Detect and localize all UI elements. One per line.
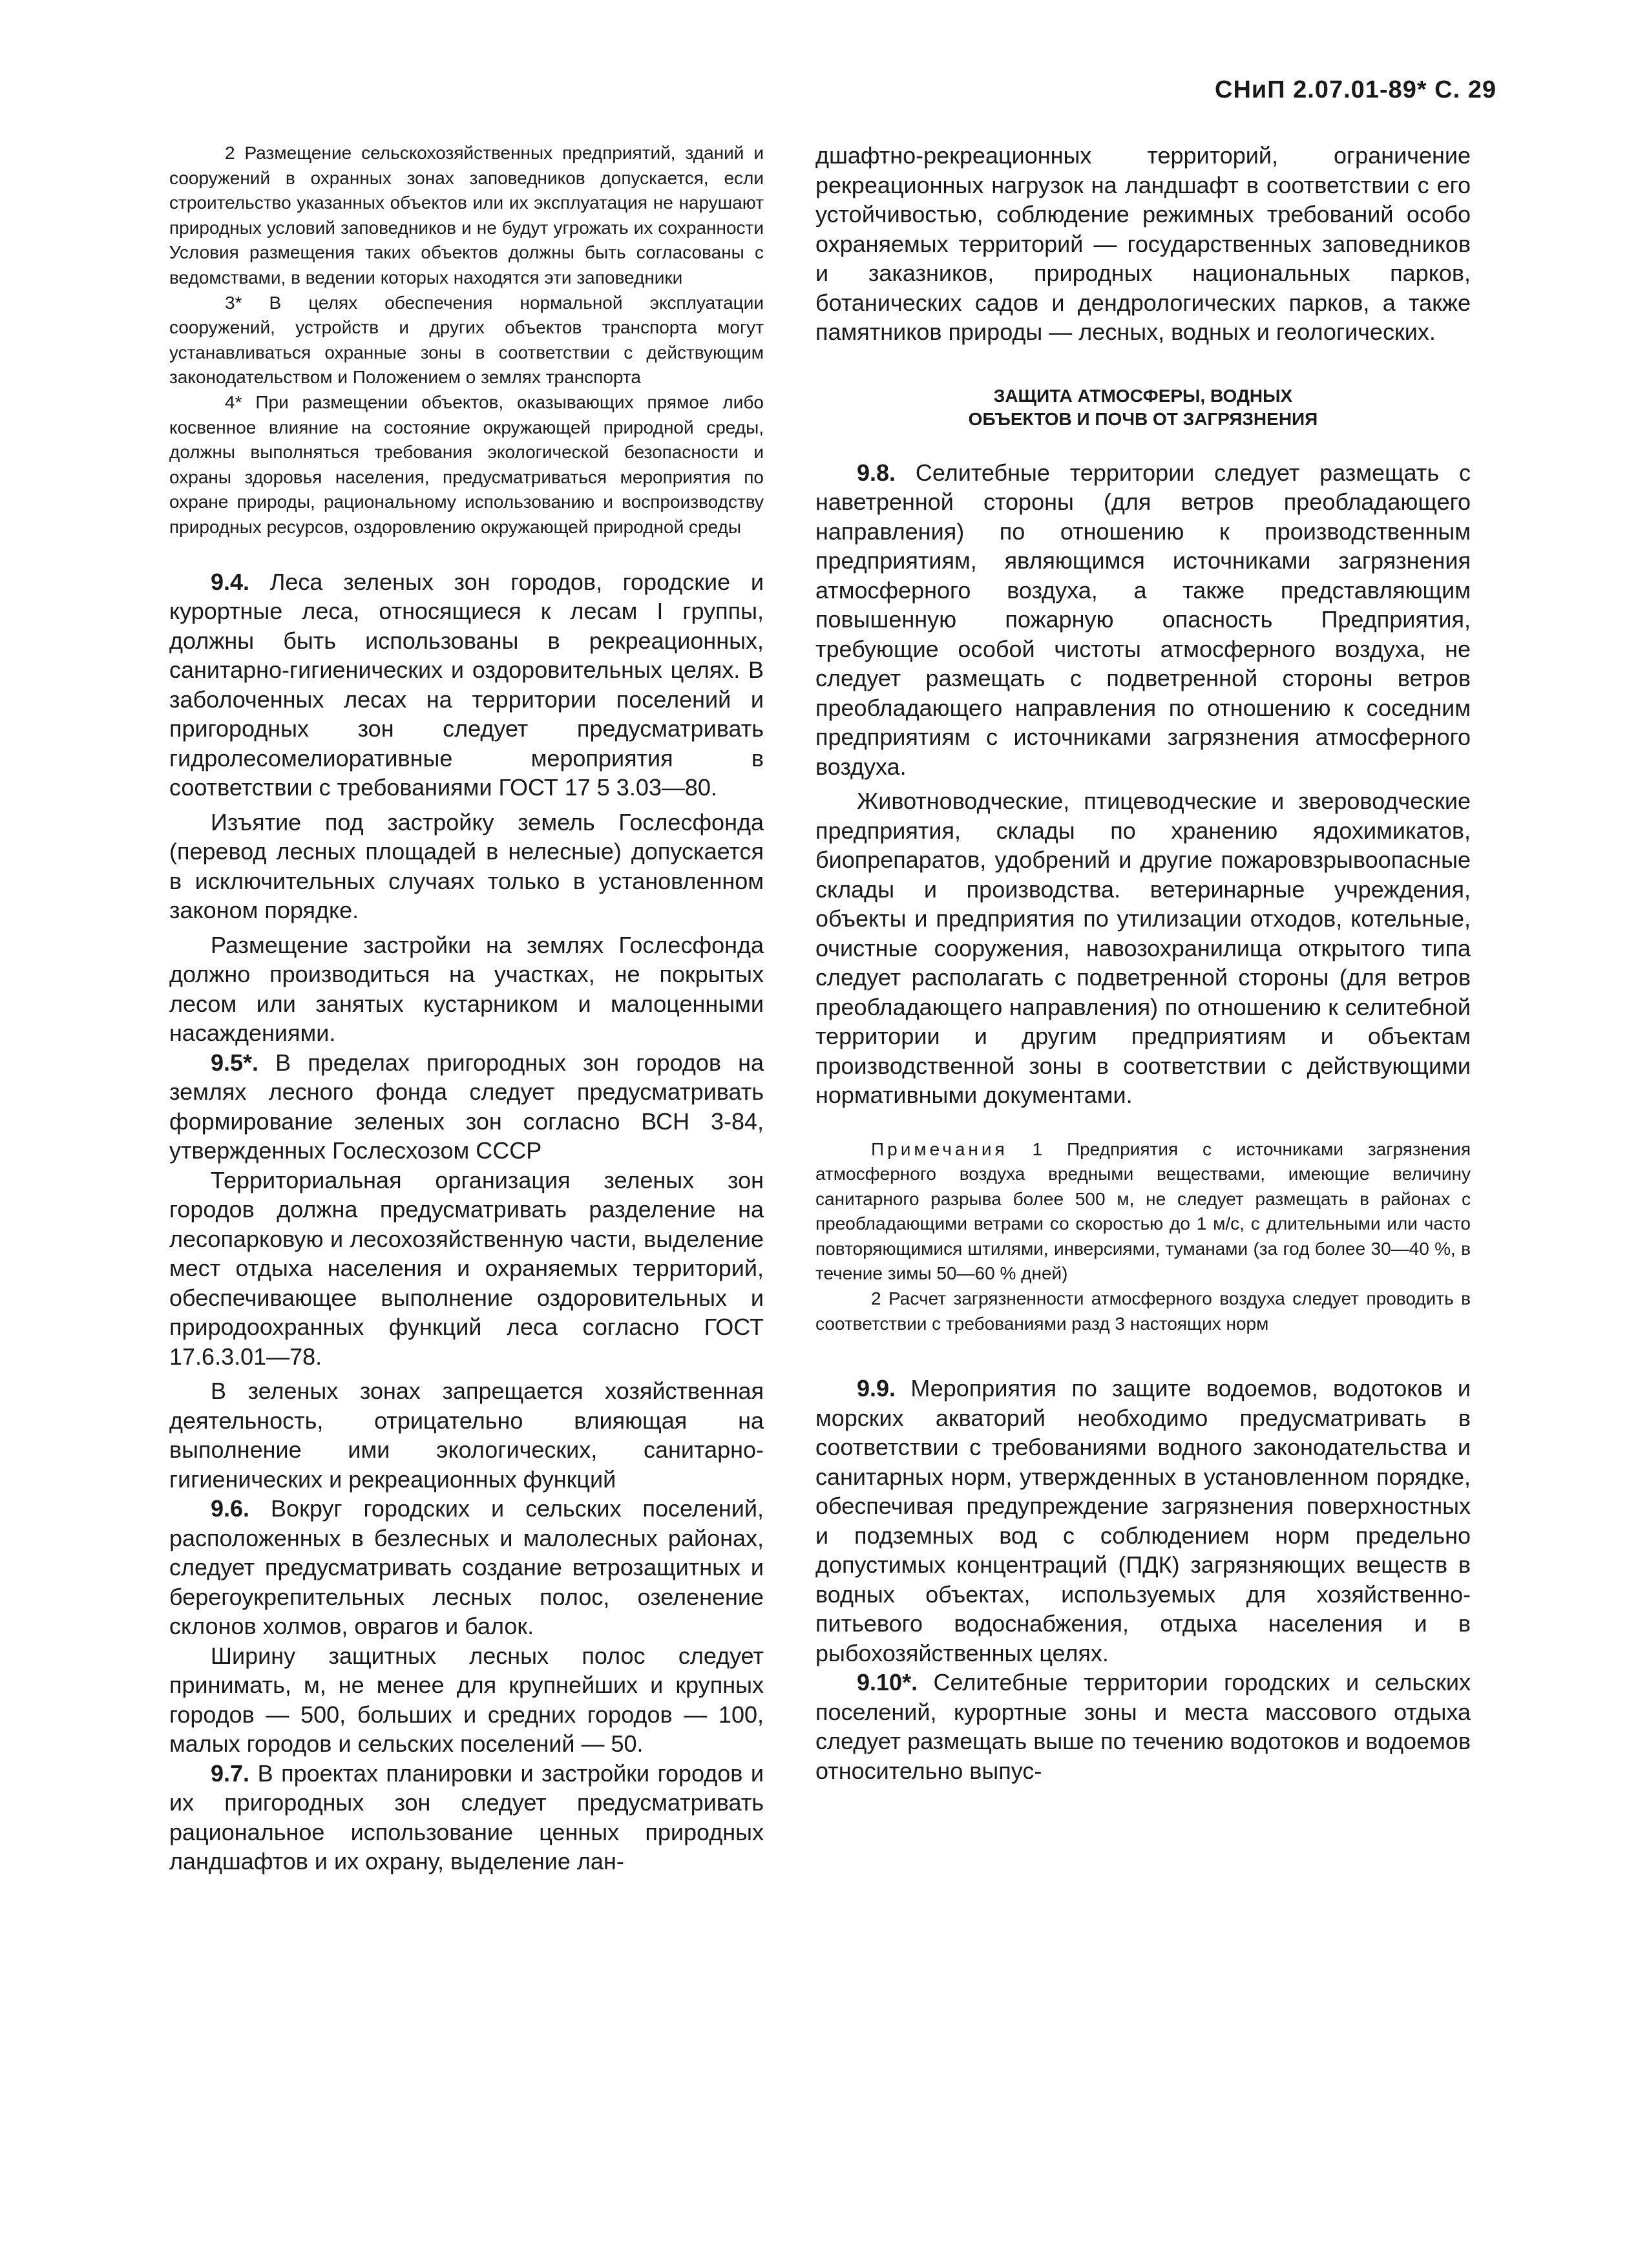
clause-text: Мероприятия по защите водоемов, водотоков и морских акваторий необходимо предусматривать в соответствии с требованиями водного законодательства и санитарных норм, утвержденных в установленном порядке, обеспечивая предупреждение загрязнения поверхностных и подземных вод с соблюдением норм предельно допустимых концентраций (ПДК) загрязняющих веществ в водных объектах, используемых для хозяйственно-питьевого водоснабжения, отдыха населения и в рыбохозяйственных целях. xyxy=(815,1375,1471,1666)
clause-text: Селитебные территории следует размещать с наветренной стороны (для ветров преобладающего направления) по отношению к производственным предприятиям, являющимся источниками загрязнения атмосферного воздуха, а также представляющим повышенную пожарную опасность Предприятия, требующие особой чистоты атмосферного воздуха, не следует размещать с подветренной стороны ветров преобладающего направления по отношению к соседним предприятиям с источниками загрязнения атмосферного воздуха. xyxy=(815,459,1471,780)
clause-9-5 xyxy=(169,1048,764,1166)
notes-label: Примечания xyxy=(871,1139,1008,1159)
clause-number: 9.8. xyxy=(857,459,896,486)
paragraph: В зеленых зонах запрещается хозяйственная деятельность, отрицательно влияющая на выполнение ими экологических, санитарно-гигиенических и рекреационных функций xyxy=(169,1378,764,1493)
note-2: 2 Размещение сельскохозяйственных предприятий, зданий и сооружений в охранных зонах заповедников допускается, если строительство указанных объектов или их эксплуатация не нарушают природных условий заповедников и не будут угрожать их сохранности Условия размещения таких объектов должны быть согласованы с ведомствами, в ведении которых находятся эти заповедники xyxy=(169,143,764,288)
paragraph: Изъятие под застройку земель Гослесфонда (перевод лесных площадей в нелесные) допускается в исключительных случаях только в установленном законом порядке. xyxy=(169,808,764,923)
paragraph: Животноводческие, птицеводческие и звероводческие предприятия, склады по хранению ядохимикатов, биопрепаратов, удобрений и другие пожаровзрывоопасные склады и производства. ветеринарные учреждения, объекты и предприятия по утилизации отходов, котельные, очистные сооружения, навозохранилища открытого типа следует располагать с подветренной стороны (для ветров преобладающего направления) по отношению к селитебной территории и другим предприятиям и объектам производственной зоны в соответствии с действующими нормативными документами. xyxy=(815,788,1471,1108)
note-3: 3* В целях обеспечения нормальной эксплуатации сооружений, устройств и других объектов транспорта могут устанавливаться охранные зоны в соответствии с действующим законодательством и Положением о землях транспорта xyxy=(169,292,764,388)
clause-text: Леса зеленых зон городов, городские и курортные леса, относящиеся к лесам I группы, должны быть использованы в рекреационных, санитарно-гигиенических и оздоровительных целях. В заболоченных лесах на территории поселений и пригородных зон следует предусматривать гидролесомелиоративные мероприятия в соответствии с требованиями ГОСТ 17 5 3.03—80. xyxy=(169,568,764,801)
clause-text: В проектах планировки и застройки городов и их пригородных зон следует предусматривать рациональное использование ценных природных ландшафтов и их охрану, выделение лан- xyxy=(169,1759,764,1874)
clause-9-9 xyxy=(815,1374,1471,1668)
left-column xyxy=(169,141,764,1876)
clause-number: 9.9. xyxy=(857,1375,896,1402)
paragraph: Ширину защитных лесных полос следует принимать, м, не менее для крупнейших и крупных городов — 500, больших и средних городов — 100, малых городов и сельских поселений — 50. xyxy=(169,1642,764,1757)
clause-number: 9.10*. xyxy=(857,1669,918,1696)
section-heading-line: ОБЪЕКТОВ И ПОЧВ ОТ ЗАГРЯЗНЕНИЯ xyxy=(968,408,1318,429)
note-text: 1 Предприятия с источниками загрязнения атмосферного воздуха вредными веществами, имеющие величину санитарного разрыва более 500 м, не следует размещать в районах с преобладающими ветрами со скоростью до 1 м/с, с длительными или часто повторяющимися штилями, инверсиями, туманами (за год более 30—40 %, в течение зимы 50—60 % дней) xyxy=(815,1139,1471,1284)
running-head: СНиП 2.07.01-89* С. 29 xyxy=(1215,76,1497,103)
clause-9-7 xyxy=(169,1759,764,1876)
clause-number: 9.7. xyxy=(211,1759,250,1787)
clause-number: 9.4. xyxy=(211,568,250,595)
clause-text: Селитебные территории городских и сельских поселений, курортные зоны и места массового отдыха следует размещать выше по течению водотоков и водоемов относительно выпус- xyxy=(815,1669,1471,1784)
note-4: 4* При размещении объектов, оказывающих прямое либо косвенное влияние на состояние окружающей природной среды, должны выполняться требования экологической безопасности и охраны здоровья населения, предусматриваться мероприятия по охране природы, рациональному использованию и воспроизводству природных ресурсов, оздоровлению окружающей природной среды xyxy=(169,392,764,537)
clause-number: 9.5*. xyxy=(211,1049,259,1076)
clause-number: 9.6. xyxy=(211,1495,250,1522)
clause-9-6 xyxy=(169,1494,764,1641)
clause-9-8 xyxy=(815,458,1471,782)
clause-text: Вокруг городских и сельских поселений, расположенных в безлесных и малолесных районах, следует предусматривать создание ветрозащитных и берегоукрепительных лесных полос, озеленение склонов холмов, оврагов и балок. xyxy=(169,1495,764,1639)
right-column xyxy=(815,141,1471,1785)
notes-1 xyxy=(815,1137,1471,1287)
notes-2: 2 Расчет загрязненности атмосферного воздуха следует проводить в соответствии с требованиями разд 3 настоящих норм xyxy=(815,1288,1471,1334)
clause-text: В пределах пригородных зон городов на землях лесного фонда следует предусматривать формирование зеленых зон согласно ВСН 3-84, утвержденных Гослесхозом СССР xyxy=(169,1049,764,1164)
paragraph: Территориальная организация зеленых зон городов должна предусматривать разделение на лесопарковую и лесохозяйственную части, выделение мест отдыха населения и охраняемых территорий, обеспечивающее выполнение оздоровительных и природоохранных функций леса согласно ГОСТ 17.6.3.01—78. xyxy=(169,1166,764,1370)
section-heading-line: ЗАЩИТА АТМОСФЕРЫ, ВОДНЫХ xyxy=(993,385,1293,406)
continued-paragraph: дшафтно-рекреационных территорий, ограничение рекреационных нагрузок на ландшафт в соответствии с его устойчивостью, соблюдение режимных требований особо охраняемых территорий — государственных заповедников и заказников, природных национальных парков, ботанических садов и дендрологических парков, а также памятников природы — лесных, водных и геологических. xyxy=(815,142,1471,345)
section-heading xyxy=(815,384,1471,431)
paragraph: Размещение застройки на землях Гослесфонда должно производиться на участках, не покрытых лесом или занятых кустарником и малоценными насаждениями. xyxy=(169,931,764,1046)
clause-9-4 xyxy=(169,567,764,803)
clause-9-10 xyxy=(815,1668,1471,1785)
